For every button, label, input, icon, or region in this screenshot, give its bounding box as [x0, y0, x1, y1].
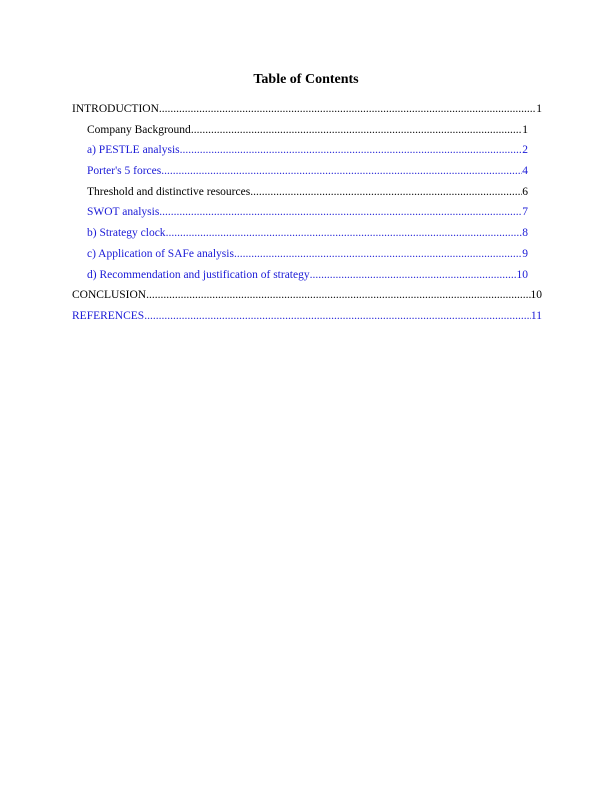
toc-dot-leader — [234, 247, 522, 261]
toc-entry-page-number: 2 — [522, 144, 528, 157]
toc-entry[interactable] — [87, 123, 528, 144]
toc-dot-leader — [310, 268, 517, 282]
toc-entry[interactable] — [72, 309, 542, 330]
toc-entry[interactable] — [87, 205, 528, 226]
toc-entry-page-number: 11 — [530, 309, 542, 322]
toc-entry[interactable] — [87, 268, 528, 289]
toc-entry-label: c) Application of SAFe analysis — [87, 247, 234, 260]
toc-entry-label: REFERENCES — [72, 309, 145, 322]
toc-dot-leader — [191, 123, 522, 137]
toc-entry-page-number: 4 — [522, 165, 528, 178]
toc-entry[interactable] — [72, 102, 542, 123]
toc-entry[interactable] — [87, 226, 528, 247]
toc-dot-leader — [159, 205, 522, 219]
toc-dot-leader — [166, 226, 523, 240]
toc-dot-leader — [180, 143, 523, 157]
toc-entry[interactable] — [87, 164, 528, 185]
toc-entry-label: b) Strategy clock — [87, 227, 166, 240]
toc-entry-label: Porter's 5 forces — [87, 165, 162, 178]
toc-dot-leader — [161, 164, 522, 178]
toc-entry[interactable] — [87, 143, 528, 164]
toc-dot-leader — [146, 288, 530, 302]
toc-dot-leader — [250, 185, 522, 199]
toc-dot-leader — [144, 309, 531, 323]
toc-entry-label: d) Recommendation and justification of strategy — [87, 268, 310, 281]
toc-entry[interactable] — [87, 247, 528, 268]
toc-entry-page-number: 1 — [536, 103, 542, 115]
toc-entry-label: Company Background — [87, 123, 191, 136]
toc-entry-label: SWOT analysis — [87, 206, 160, 219]
toc-entry[interactable] — [72, 288, 542, 309]
toc-entry-label: Threshold and distinctive resources — [87, 185, 251, 198]
toc-entry-page-number: 10 — [516, 268, 528, 281]
toc-entry-page-number: 6 — [522, 185, 528, 198]
toc-entry-page-number: 1 — [522, 123, 528, 136]
toc-entry-label: a) PESTLE analysis — [87, 144, 180, 157]
toc-entry-page-number: 9 — [522, 247, 528, 260]
toc-entry[interactable] — [87, 185, 528, 206]
toc-title: Table of Contents — [253, 72, 359, 87]
toc-dot-leader — [159, 102, 536, 116]
table-of-contents — [72, 102, 542, 330]
toc-entry-page-number: 8 — [522, 227, 528, 240]
toc-entry-label: INTRODUCTION — [72, 103, 159, 115]
toc-entry-page-number: 7 — [522, 206, 528, 219]
toc-entry-label: CONCLUSION — [72, 289, 147, 302]
toc-entry-page-number: 10 — [530, 289, 542, 302]
